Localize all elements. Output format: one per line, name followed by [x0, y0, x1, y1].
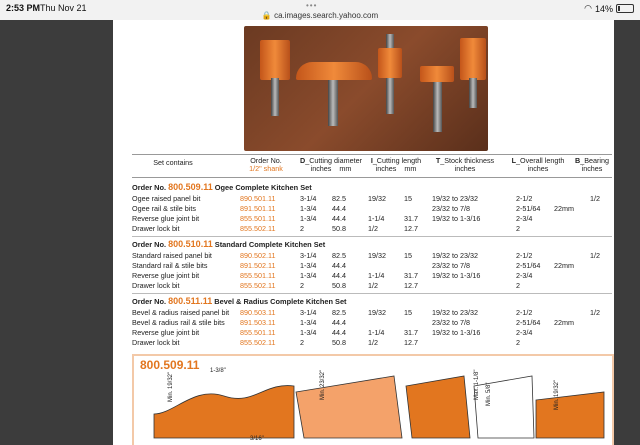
col-order-no-label: Order No.	[250, 156, 282, 165]
order-number: 800.511.11	[168, 296, 213, 306]
table-row	[132, 308, 612, 318]
cell-d: 3-1/4	[300, 251, 317, 260]
cell-no: 891.503.11	[240, 318, 276, 327]
table-groups	[132, 180, 612, 348]
set-group-title	[132, 180, 612, 194]
cell-no: 891.501.11	[240, 204, 276, 213]
cell-l: 2-1/2	[516, 251, 533, 260]
cell-l: 2-51/64	[516, 204, 541, 213]
cell-imm: 15	[404, 251, 412, 260]
cell-no: 891.502.11	[240, 261, 276, 270]
order-number: 800.509.11	[168, 182, 213, 192]
cell-item: Reverse glue joint bit	[132, 271, 200, 280]
col-stock-thickness	[428, 157, 502, 173]
cell-t: 23/32 to 7/8	[432, 261, 470, 270]
cell-t: 19/32 to 23/32	[432, 251, 478, 260]
url-text: ca.images.search.yahoo.com	[274, 11, 379, 20]
cell-i: 19/32	[368, 308, 386, 317]
cell-item: Drawer lock bit	[132, 338, 180, 347]
set-group	[132, 180, 612, 234]
cell-dmm: 44.4	[332, 204, 346, 213]
cell-i: 1-1/4	[368, 271, 385, 280]
cell-no: 855.501.11	[240, 214, 276, 223]
cell-l: 2-1/2	[516, 308, 533, 317]
table-row	[132, 261, 612, 271]
glue-joint-profile	[406, 376, 470, 438]
cell-dmm: 44.4	[332, 318, 346, 327]
cell-item: Drawer lock bit	[132, 224, 180, 233]
col-bearing	[572, 157, 612, 173]
table-row	[132, 318, 612, 328]
col-cutting-diameter	[294, 157, 368, 173]
col-b-label: _Bearing	[580, 156, 609, 165]
set-name: Ogee Complete Kitchen Set	[214, 183, 312, 192]
cell-item: Bevel & radius raised panel bit	[132, 308, 230, 317]
dimension-label: 1-3/8"	[210, 368, 226, 374]
status-bar	[0, 0, 640, 20]
order-number: 800.510.11	[168, 239, 213, 249]
cell-lmm: 22mm	[554, 204, 574, 213]
set-name: Bevel & Radius Complete Kitchen Set	[214, 297, 347, 306]
col-shank-label: 1/2" shank	[249, 164, 283, 173]
cell-l: 2	[516, 224, 520, 233]
drawer-lock-profile	[536, 392, 604, 438]
col-l-label: _Overall length	[516, 156, 565, 165]
dimension-label: Min. 23/32"	[320, 369, 326, 400]
cell-item: Standard rail & stile bits	[132, 261, 208, 270]
set-name: Standard Complete Kitchen Set	[214, 240, 326, 249]
cell-t: 19/32 to 23/32	[432, 308, 478, 317]
cell-item: Reverse glue joint bit	[132, 214, 200, 223]
col-overall-length	[504, 157, 572, 173]
battery-percent: 14%	[594, 3, 613, 14]
cell-t: 19/32 to 1-3/16	[432, 271, 481, 280]
dimension-label: Max. 1-1/8"	[474, 369, 480, 400]
cell-t: 19/32 to 23/32	[432, 194, 478, 203]
col-b-units: inches	[581, 164, 603, 173]
dimension-label: Min. 19/32"	[168, 371, 174, 402]
cell-no: 855.502.11	[240, 281, 276, 290]
cell-imm: 12.7	[404, 281, 418, 290]
cell-item: Bevel & radius rail & stile bits	[132, 318, 225, 327]
cell-i: 1-1/4	[368, 214, 385, 223]
cell-no: 855.501.11	[240, 271, 276, 280]
cell-imm: 15	[404, 194, 412, 203]
multitask-dots[interactable]: •••	[306, 1, 318, 10]
col-d-mm: mm	[339, 164, 352, 173]
cell-imm: 12.7	[404, 338, 418, 347]
col-i-mm: mm	[404, 164, 417, 173]
cell-l: 2	[516, 338, 520, 347]
profile-diagram	[132, 354, 614, 445]
cell-dmm: 44.4	[332, 271, 346, 280]
glue-joint-mate-profile	[474, 376, 534, 438]
cell-dmm: 44.4	[332, 261, 346, 270]
cell-item: Standard raised panel bit	[132, 251, 212, 260]
cell-item: Ogee rail & stile bits	[132, 204, 196, 213]
cell-d: 3-1/4	[300, 308, 317, 317]
cell-d: 2	[300, 338, 304, 347]
viewer-right-margin	[614, 20, 640, 445]
cell-no: 855.502.11	[240, 338, 276, 347]
cell-d: 1-3/4	[300, 214, 317, 223]
dimension-label: Min. 19/32"	[554, 379, 560, 410]
table-row	[132, 271, 612, 281]
order-label: Order No.	[132, 240, 167, 249]
col-i-letter: I	[370, 156, 373, 165]
table-row	[132, 194, 612, 204]
cell-d: 3-1/4	[300, 194, 317, 203]
col-cutting-length	[364, 157, 428, 173]
dimension-label: Min. 5/8"	[486, 382, 492, 406]
cell-d: 1-3/4	[300, 261, 317, 270]
table-row	[132, 214, 612, 224]
cell-t: 19/32 to 1-3/16	[432, 328, 481, 337]
cell-dmm: 82.5	[332, 251, 346, 260]
cell-dmm: 44.4	[332, 214, 346, 223]
battery-indicator	[584, 3, 634, 14]
table-header	[132, 154, 612, 178]
table-row	[132, 251, 612, 261]
ogee-panel-profile	[154, 386, 294, 438]
table-row	[132, 338, 612, 348]
url-label[interactable]: 🔒 ca.images.search.yahoo.com	[261, 11, 379, 20]
cell-item: Drawer lock bit	[132, 281, 180, 290]
set-group-title	[132, 294, 612, 308]
cell-l: 2-3/4	[516, 214, 533, 223]
table-row	[132, 204, 612, 214]
cell-d: 2	[300, 281, 304, 290]
status-time: 2:53 PM	[6, 3, 41, 13]
cell-d: 1-3/4	[300, 271, 317, 280]
cell-d: 1-3/4	[300, 328, 317, 337]
cell-imm: 31.7	[404, 328, 418, 337]
set-group	[132, 293, 612, 348]
cell-dmm: 50.8	[332, 224, 346, 233]
col-set-contains: Set contains	[153, 158, 193, 167]
table-row	[132, 224, 612, 234]
cell-dmm: 82.5	[332, 194, 346, 203]
cell-l: 2	[516, 281, 520, 290]
col-d-letter: D	[300, 156, 306, 165]
cell-b: 1/2	[590, 194, 600, 203]
battery-icon	[616, 4, 634, 13]
cell-i: 1-1/4	[368, 328, 385, 337]
dimension-label: 3/16"	[250, 436, 264, 442]
cell-t: 19/32 to 1-3/16	[432, 214, 481, 223]
order-label: Order No.	[132, 297, 167, 306]
cell-i: 19/32	[368, 194, 386, 203]
cell-i: 1/2	[368, 224, 378, 233]
rail-stile-profile	[296, 376, 402, 438]
cell-d: 2	[300, 224, 304, 233]
cell-dmm: 82.5	[332, 308, 346, 317]
cell-imm: 12.7	[404, 224, 418, 233]
order-label: Order No.	[132, 183, 167, 192]
col-b-letter: B	[575, 156, 581, 165]
cell-lmm: 22mm	[554, 318, 574, 327]
cell-l: 2-3/4	[516, 328, 533, 337]
cell-imm: 15	[404, 308, 412, 317]
cell-no: 855.502.11	[240, 224, 276, 233]
cell-l: 2-51/64	[516, 261, 541, 270]
col-d-units: inches	[310, 164, 332, 173]
image-viewer[interactable]	[113, 20, 614, 445]
table-row	[132, 281, 612, 291]
col-order-no	[240, 157, 292, 173]
wifi-icon: ◠	[584, 3, 592, 13]
cell-no: 890.502.11	[240, 251, 276, 260]
col-t-letter: T	[435, 156, 441, 165]
router-bit-set-photo	[244, 26, 488, 151]
cell-dmm: 50.8	[332, 338, 346, 347]
cell-lmm: 22mm	[554, 261, 574, 270]
table-row	[132, 328, 612, 338]
status-date: Thu Nov 21	[40, 3, 87, 13]
col-t-units: inches	[454, 164, 476, 173]
cell-t: 23/32 to 7/8	[432, 204, 470, 213]
cell-dmm: 50.8	[332, 281, 346, 290]
cell-dmm: 44.4	[332, 328, 346, 337]
cell-t: 23/32 to 7/8	[432, 318, 470, 327]
cell-no: 855.501.11	[240, 328, 276, 337]
cell-imm: 31.7	[404, 271, 418, 280]
col-i-label: _Cutting length	[372, 156, 422, 165]
cell-i: 1/2	[368, 338, 378, 347]
cell-item: Reverse glue joint bit	[132, 328, 200, 337]
profile-drawings	[134, 356, 612, 445]
col-l-units: inches	[527, 164, 549, 173]
cell-l: 2-1/2	[516, 194, 533, 203]
viewer-left-margin	[0, 20, 113, 445]
col-i-units: inches	[375, 164, 397, 173]
cell-item: Ogee raised panel bit	[132, 194, 201, 203]
cell-no: 890.501.11	[240, 194, 276, 203]
col-d-label: _Cutting diameter	[305, 156, 362, 165]
cell-b: 1/2	[590, 308, 600, 317]
cell-d: 1-3/4	[300, 318, 317, 327]
col-t-label: _Stock thickness	[440, 156, 495, 165]
cell-l: 2-3/4	[516, 271, 533, 280]
col-l-letter: L	[511, 156, 517, 165]
diagram-title: 800.509.11	[140, 358, 200, 372]
specs-table	[132, 154, 612, 348]
cell-d: 1-3/4	[300, 204, 317, 213]
cell-imm: 31.7	[404, 214, 418, 223]
cell-i: 1/2	[368, 281, 378, 290]
cell-b: 1/2	[590, 251, 600, 260]
set-group	[132, 236, 612, 291]
cell-l: 2-51/64	[516, 318, 541, 327]
cell-i: 19/32	[368, 251, 386, 260]
set-group-title	[132, 237, 612, 251]
cell-no: 890.503.11	[240, 308, 276, 317]
